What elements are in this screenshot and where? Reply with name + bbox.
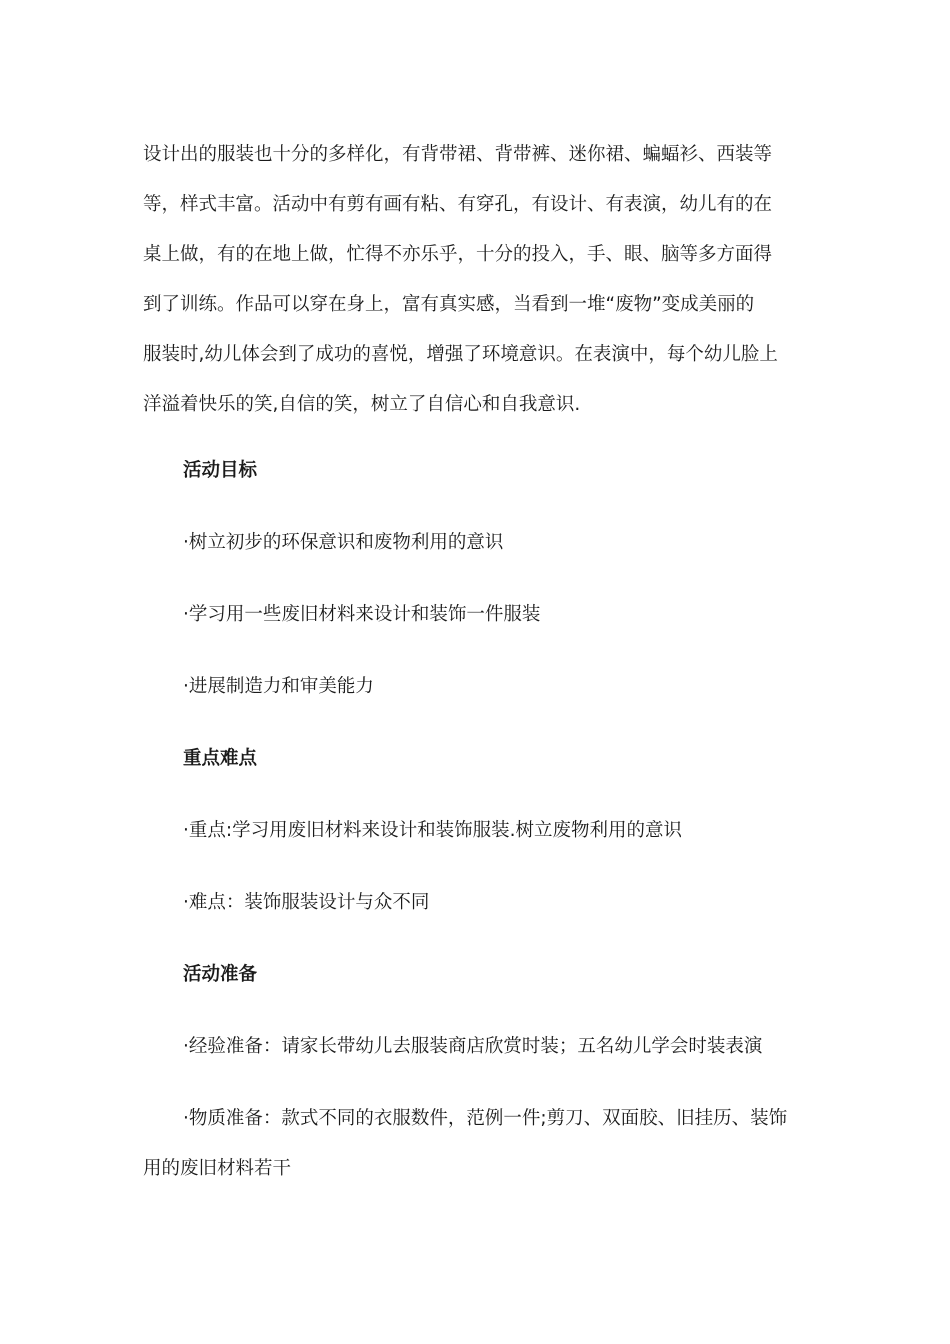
goal-item: ·进展制造力和审美能力 (183, 676, 374, 697)
intro-line: 桌上做，有的在地上做，忙得不亦乐乎，十分的投入，手、眼、脑等多方面得 (143, 244, 773, 265)
intro-line: 设计出的服装也十分的多样化，有背带裙、背带裤、迷你裙、蝙蝠衫、西装等 (143, 144, 773, 165)
material-line: ·物质准备：款式不同的衣服数件，范例一件;剪刀、双面胶、旧挂历、装饰 (183, 1108, 788, 1129)
goal-item: ·学习用一些废旧材料来设计和装饰一件服装 (183, 604, 541, 625)
preparation-item-material (143, 1094, 813, 1194)
goal-item: ·树立初步的环保意识和废物利用的意识 (183, 532, 504, 553)
material-line: 用的废旧材料若干 (143, 1158, 292, 1179)
intro-line: 洋溢着快乐的笑,自信的笑，树立了自信心和自我意识. (143, 394, 581, 415)
intro-line: 到了训练。作品可以穿在身上，富有真实感，当看到一堆“废物”变成美丽的 (143, 294, 755, 315)
intro-line: 服装时,幼儿体会到了成功的喜悦，增强了环境意识。在表演中，每个幼儿脸上 (143, 344, 778, 365)
goals-heading: 活动目标 (183, 460, 258, 481)
preparation-item-experience: ·经验准备：请家长带幼儿去服装商店欣赏时装；五名幼儿学会时装表演 (183, 1036, 763, 1057)
key-point-item: ·难点：装饰服装设计与众不同 (183, 892, 430, 913)
intro-paragraph (143, 130, 808, 430)
intro-line: 等，样式丰富。活动中有剪有画有粘、有穿孔，有设计、有表演，幼儿有的在 (143, 194, 773, 215)
key-points-heading: 重点难点 (183, 748, 258, 769)
preparation-heading: 活动准备 (183, 964, 258, 985)
key-point-item: ·重点:学习用废旧材料来设计和装饰服装.树立废物利用的意识 (183, 820, 682, 841)
